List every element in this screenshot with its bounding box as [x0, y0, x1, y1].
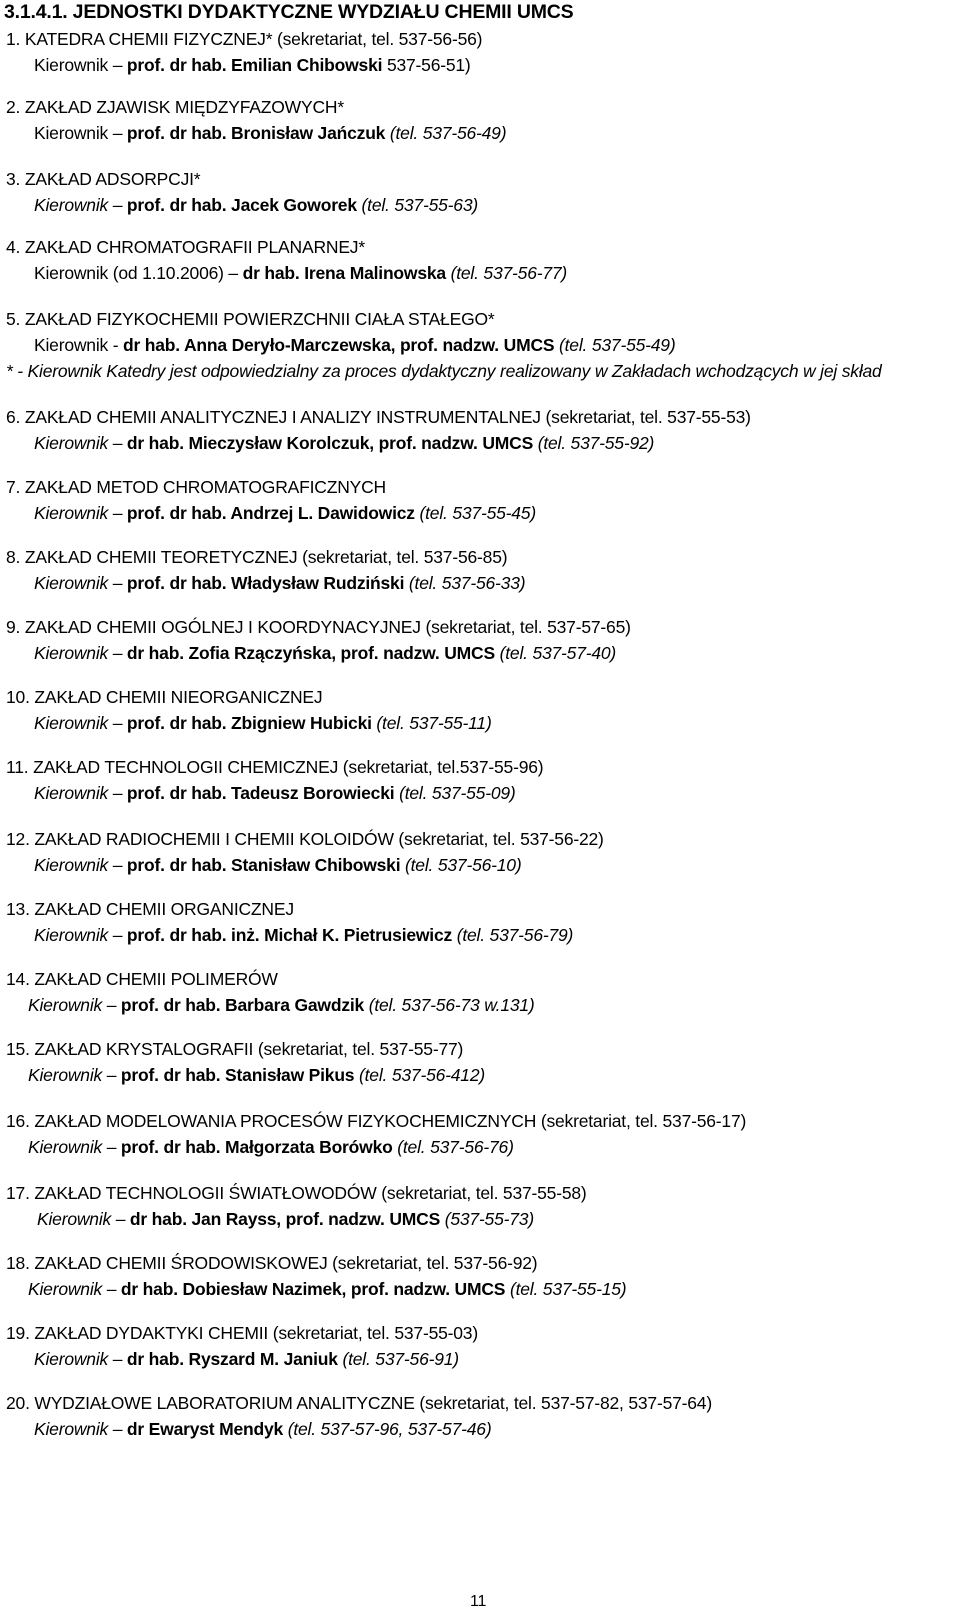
head-sep: – — [102, 1065, 121, 1085]
unit-head — [6, 710, 492, 736]
head-phone: (tel. 537-57-96, 537-57-46) — [283, 1419, 492, 1439]
unit-12 — [6, 826, 604, 878]
unit-title: 10. ZAKŁAD CHEMII NIEORGANICZNEJ — [6, 687, 323, 707]
unit-title: 8. ZAKŁAD CHEMII TEORETYCZNEJ (sekretariat, tel. 537-56-85) — [6, 547, 508, 567]
unit-head — [6, 1276, 626, 1302]
unit-head — [6, 1062, 485, 1088]
unit-head — [6, 332, 675, 358]
head-phone: (tel. 537-55-09) — [394, 783, 516, 803]
head-phone: (tel. 537-56-412) — [354, 1065, 485, 1085]
head-phone: (tel. 537-56-79) — [452, 925, 574, 945]
head-phone: (tel. 537-56-76) — [392, 1137, 514, 1157]
unit-4 — [6, 234, 567, 286]
unit-title: 16. ZAKŁAD MODELOWANIA PROCESÓW FIZYKOCHEMICZNYCH (sekretariat, tel. 537-56-17) — [6, 1111, 747, 1131]
head-name: prof. dr hab. Jacek Goworek — [126, 195, 357, 215]
head-prefix: Kierownik — [34, 123, 109, 143]
head-name: prof. dr hab. Władysław Rudziński — [126, 573, 405, 593]
head-sep: – — [108, 123, 127, 143]
unit-title: 3. ZAKŁAD ADSORPCJI* — [6, 169, 201, 189]
unit-title: 19. ZAKŁAD DYDAKTYKI CHEMII (sekretariat, tel. 537-55-03) — [6, 1323, 478, 1343]
head-prefix: Kierownik — [34, 783, 109, 803]
head-prefix: Kierownik — [34, 503, 109, 523]
unit-16 — [6, 1108, 746, 1160]
head-name: dr hab. Zofia Rzączyńska, prof. nadzw. UMCS — [126, 643, 495, 663]
unit-head — [6, 192, 478, 218]
head-prefix: Kierownik — [34, 713, 109, 733]
head-sep: – — [102, 1137, 121, 1157]
head-sep: – — [108, 503, 127, 523]
head-phone: (tel. 537-56-33) — [404, 573, 526, 593]
unit-3 — [6, 166, 478, 218]
unit-7 — [6, 474, 536, 526]
head-sep: – — [108, 783, 127, 803]
head-name: prof. dr hab. Stanisław Chibowski — [126, 855, 401, 875]
unit-2 — [6, 94, 506, 146]
head-phone: 537-56-51) — [382, 55, 471, 75]
head-phone: (tel. 537-55-49) — [554, 335, 676, 355]
head-name: prof. dr hab. Bronisław Jańczuk — [126, 123, 386, 143]
head-name: dr hab. Ryszard M. Janiuk — [126, 1349, 338, 1369]
head-sep: – — [223, 263, 243, 283]
head-prefix: Kierownik — [34, 335, 109, 355]
head-name: prof. dr hab. inż. Michał K. Pietrusiewicz — [126, 925, 453, 945]
head-sep: – — [102, 1279, 121, 1299]
head-sep: – — [108, 195, 127, 215]
unit-head — [6, 52, 482, 78]
head-name: dr hab. Irena Malinowska — [242, 263, 446, 283]
unit-head — [6, 1346, 478, 1372]
unit-title: 2. ZAKŁAD ZJAWISK MIĘDZYFAZOWYCH* — [6, 97, 344, 117]
head-sep: – — [108, 433, 127, 453]
head-phone: (tel. 537-56-77) — [445, 263, 568, 283]
head-sep: – — [102, 995, 121, 1015]
head-name: prof. dr hab. Andrzej L. Dawidowicz — [126, 503, 415, 523]
head-prefix: Kierownik — [37, 1209, 112, 1229]
head-name: dr hab. Mieczysław Korolczuk, prof. nadzw. UMCS — [126, 433, 534, 453]
head-name: dr hab. Jan Rayss, prof. nadzw. UMCS — [129, 1209, 441, 1229]
unit-head — [6, 922, 573, 948]
head-prefix: Kierownik — [34, 855, 109, 875]
head-sep: – — [108, 1349, 127, 1369]
head-sep: – — [108, 55, 127, 75]
unit-title: 12. ZAKŁAD RADIOCHEMII I CHEMII KOLOIDÓW (sekretariat, tel. 537-56-22) — [6, 829, 604, 849]
head-sep: - — [108, 335, 124, 355]
unit-head — [6, 780, 543, 806]
unit-head — [6, 1416, 712, 1442]
unit-17 — [6, 1180, 587, 1232]
unit-title: 15. ZAKŁAD KRYSTALOGRAFII (sekretariat, tel. 537-55-77) — [6, 1039, 464, 1059]
unit-head — [6, 260, 567, 286]
unit-title: 5. ZAKŁAD FIZYKOCHEMII POWIERZCHNII CIAŁA STAŁEGO* — [6, 309, 495, 329]
unit-14 — [6, 966, 535, 1018]
head-name: dr hab. Anna Deryło-Marczewska, prof. nadzw. UMCS — [123, 335, 555, 355]
head-phone: (tel. 537-55-45) — [414, 503, 536, 523]
unit-title: 1. KATEDRA CHEMII FIZYCZNEJ* (sekretariat, tel. 537-56-56) — [6, 29, 483, 49]
head-prefix: Kierownik — [34, 573, 109, 593]
unit-title: 11. ZAKŁAD TECHNOLOGII CHEMICZNEJ (sekretariat, tel.537-55-96) — [6, 757, 544, 777]
unit-title: 17. ZAKŁAD TECHNOLOGII ŚWIATŁOWODÓW (sekretariat, tel. 537-55-58) — [6, 1183, 587, 1203]
head-prefix: Kierownik — [34, 195, 109, 215]
unit-20 — [6, 1390, 712, 1442]
unit-title: 20. WYDZIAŁOWE LABORATORIUM ANALITYCZNE (sekretariat, tel. 537-57-82, 537-57-64) — [6, 1393, 712, 1413]
head-sep: – — [108, 713, 127, 733]
head-prefix: Kierownik — [28, 1279, 103, 1299]
footnote: * - Kierownik Katedry jest odpowiedzialny za proces dydaktyczny realizowany w Zakładach wchodzących w jej skład — [6, 361, 882, 381]
unit-head — [6, 1134, 746, 1160]
unit-15 — [6, 1036, 485, 1088]
head-name: prof. dr hab. Zbigniew Hubicki — [126, 713, 372, 733]
head-prefix: Kierownik — [34, 433, 109, 453]
head-phone: (tel. 537-56-73 w.131) — [364, 995, 535, 1015]
head-sep: – — [108, 573, 127, 593]
head-sep: – — [108, 855, 127, 875]
head-sep: – — [108, 643, 127, 663]
unit-19 — [6, 1320, 478, 1372]
head-phone: (tel. 537-57-40) — [494, 643, 617, 663]
head-name: dr Ewaryst Mendyk — [126, 1419, 284, 1439]
unit-head — [6, 430, 751, 456]
unit-11 — [6, 754, 543, 806]
unit-head — [6, 852, 604, 878]
head-prefix: Kierownik — [34, 55, 109, 75]
unit-head — [6, 992, 535, 1018]
head-prefix: Kierownik — [28, 1137, 103, 1157]
head-phone: (tel. 537-55-63) — [356, 195, 478, 215]
head-prefix: Kierownik — [34, 1349, 109, 1369]
unit-5 — [6, 306, 675, 358]
head-prefix: Kierownik — [34, 643, 109, 663]
head-phone: (tel. 537-56-91) — [337, 1349, 459, 1369]
head-phone: (tel. 537-55-11) — [371, 713, 492, 733]
head-sep: – — [108, 925, 127, 945]
head-phone: (tel. 537-55-92) — [533, 433, 655, 453]
head-prefix: Kierownik — [34, 1419, 109, 1439]
head-prefix: Kierownik (od 1.10.2006) — [34, 263, 224, 283]
head-phone: (537-55-73) — [440, 1209, 534, 1229]
unit-title: 4. ZAKŁAD CHROMATOGRAFII PLANARNEJ* — [6, 237, 365, 257]
head-prefix: Kierownik — [34, 925, 109, 945]
head-name: prof. dr hab. Emilian Chibowski — [126, 55, 383, 75]
head-prefix: Kierownik — [28, 1065, 103, 1085]
page-number: 11 — [470, 1593, 487, 1610]
unit-title: 6. ZAKŁAD CHEMII ANALITYCZNEJ I ANALIZY INSTRUMENTALNEJ (sekretariat, tel. 537-55-53) — [6, 407, 751, 427]
head-name: dr hab. Dobiesław Nazimek, prof. nadzw. UMCS — [120, 1279, 506, 1299]
unit-title: 9. ZAKŁAD CHEMII OGÓLNEJ I KOORDYNACYJNEJ (sekretariat, tel. 537-57-65) — [6, 617, 631, 637]
head-name: prof. dr hab. Małgorzata Borówko — [120, 1137, 393, 1157]
unit-18 — [6, 1250, 626, 1302]
head-name: prof. dr hab. Stanisław Pikus — [120, 1065, 355, 1085]
head-phone: (tel. 537-55-15) — [505, 1279, 627, 1299]
unit-title: 14. ZAKŁAD CHEMII POLIMERÓW — [6, 969, 278, 989]
head-sep: – — [108, 1419, 127, 1439]
unit-head — [6, 120, 506, 146]
unit-head — [6, 640, 631, 666]
head-prefix: Kierownik — [28, 995, 103, 1015]
unit-title: 13. ZAKŁAD CHEMII ORGANICZNEJ — [6, 899, 294, 919]
head-sep: – — [111, 1209, 130, 1229]
unit-9 — [6, 614, 631, 666]
unit-8 — [6, 544, 525, 596]
head-name: prof. dr hab. Tadeusz Borowiecki — [126, 783, 395, 803]
head-name: prof. dr hab. Barbara Gawdzik — [120, 995, 365, 1015]
unit-title: 7. ZAKŁAD METOD CHROMATOGRAFICZNYCH — [6, 477, 386, 497]
head-phone: (tel. 537-56-49) — [385, 123, 507, 143]
section-heading: 3.1.4.1. JEDNOSTKI DYDAKTYCZNE WYDZIAŁU CHEMII UMCS — [4, 1, 574, 23]
unit-head — [6, 570, 525, 596]
head-phone: (tel. 537-56-10) — [400, 855, 522, 875]
unit-6 — [6, 404, 751, 456]
unit-head — [6, 500, 536, 526]
unit-10 — [6, 684, 492, 736]
unit-13 — [6, 896, 573, 948]
unit-1 — [6, 26, 482, 78]
unit-title: 18. ZAKŁAD CHEMII ŚRODOWISKOWEJ (sekretariat, tel. 537-56-92) — [6, 1253, 538, 1273]
unit-head — [6, 1206, 587, 1232]
